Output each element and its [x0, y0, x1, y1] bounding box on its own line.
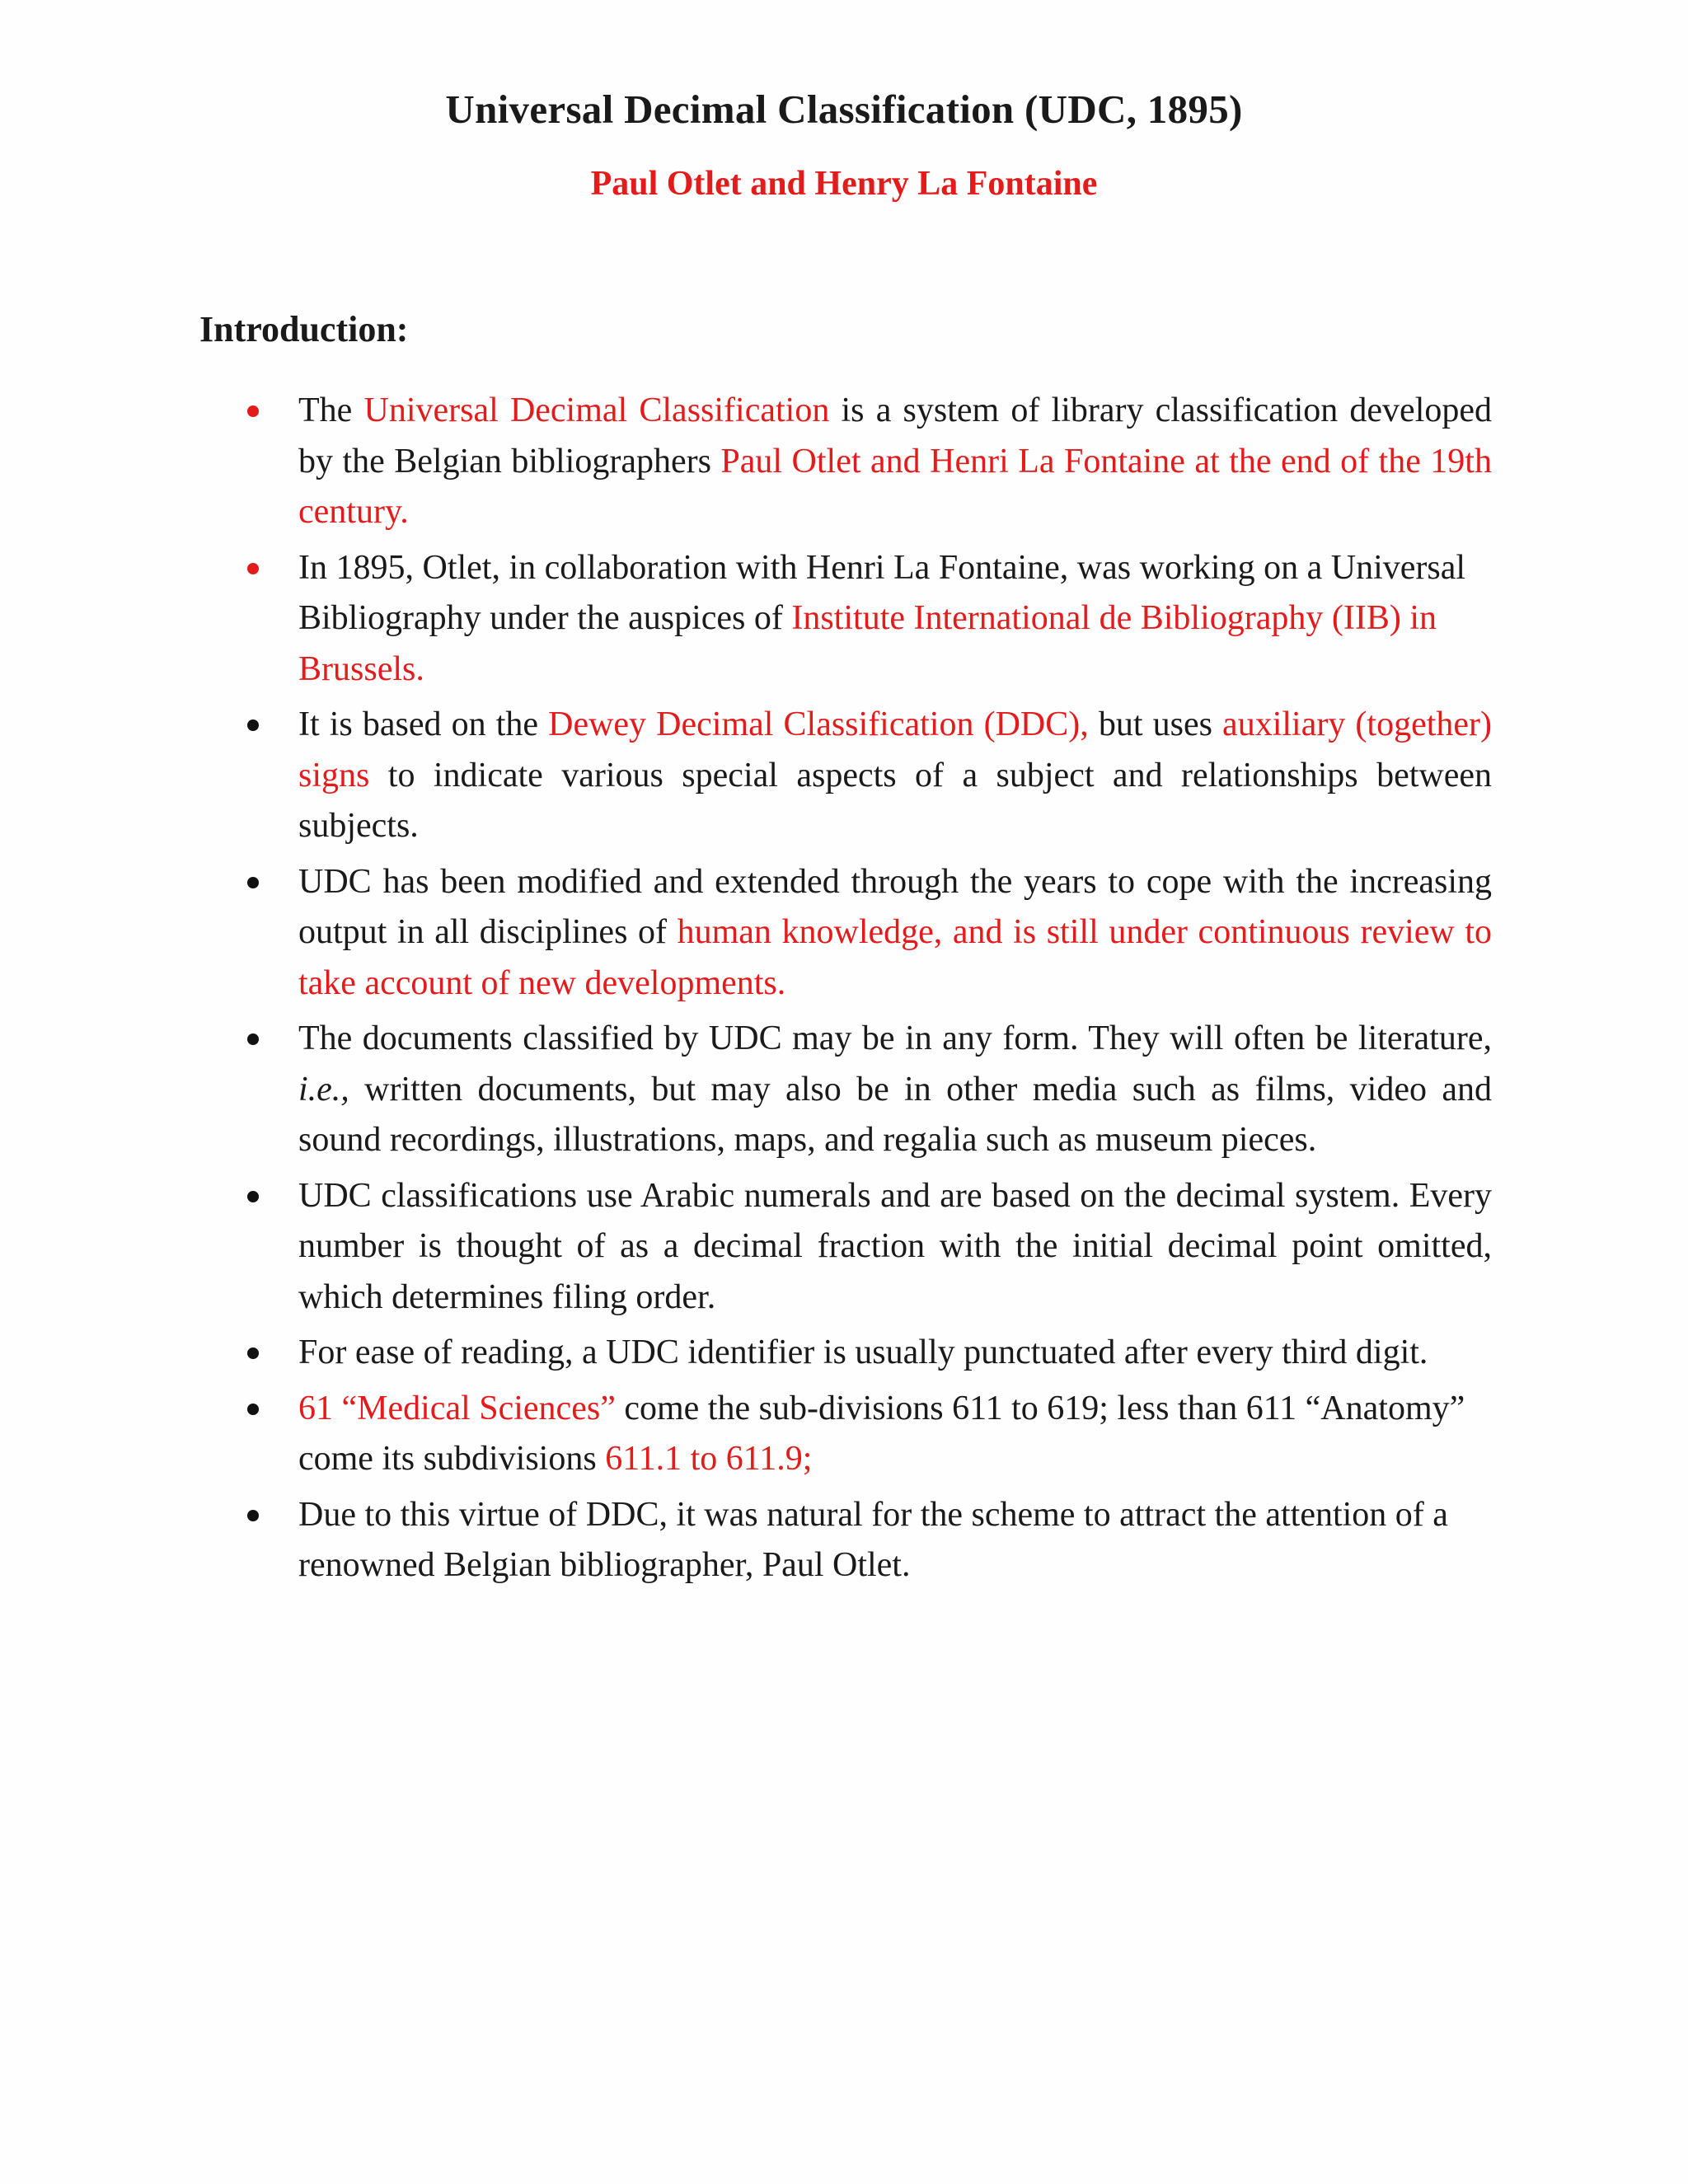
bullet-icon [247, 1033, 259, 1045]
text-run: It is based on the [298, 705, 549, 743]
list-item [247, 1171, 1492, 1324]
highlight-text: Universal Decimal Classification [363, 391, 830, 429]
text-run: The documents classified by UDC may be in any form. They will often be literature, [298, 1019, 1492, 1057]
highlight-text: auxiliary (together) signs [298, 705, 1493, 794]
highlight-text: 611.1 to 611.9; [605, 1440, 813, 1478]
highlight-text: human knowledge, and is still under continuous review to take account of new developments. [298, 913, 1492, 1002]
text-run: is a system of library classification developed by the Belgian bibliographers [298, 391, 1493, 480]
highlight-text: 61 “Medical Sciences” [298, 1389, 616, 1427]
list-item [247, 386, 1492, 538]
bullet-icon [247, 1510, 259, 1521]
document-subtitle: Paul Otlet and Henry La Fontaine [590, 165, 1098, 203]
bullet-icon [247, 719, 259, 731]
list-item [247, 857, 1492, 1010]
list-item [247, 1490, 1492, 1591]
highlight-text: Dewey Decimal Classification (DDC), [548, 705, 1089, 743]
list-item [247, 543, 1492, 696]
list-item [247, 1014, 1492, 1166]
list-item [247, 700, 1492, 852]
list-item [247, 1328, 1492, 1379]
section-heading: Introduction: [199, 309, 409, 349]
bullet-icon [247, 405, 259, 417]
text-run: In 1895, Otlet, in collaboration with Henri La Fontaine, was working on a Universal Bibliography under the auspices of [298, 548, 1466, 637]
bullet-icon [247, 1404, 259, 1415]
text-run: but uses [1088, 705, 1223, 743]
highlight-text: Institute International de Bibliography (IIB) in Brussels. [298, 599, 1437, 688]
text-run: written documents, but may also be in other media such as films, video and sound recordings, illustrations, maps, and regalia such as museum pieces. [298, 1070, 1492, 1159]
highlight-text: Paul Otlet and Henri La Fontaine at the end of the 19th century. [298, 442, 1492, 531]
text-run: For ease of reading, a UDC identifier is usually punctuated after every third digit. [298, 1333, 1428, 1371]
text-run: to indicate various special aspects of a subject and relationships between subjects. [298, 756, 1492, 845]
bullet-icon [247, 877, 259, 888]
text-run: UDC classifications use Arabic numerals and are based on the decimal system. Every number is thought of as a decimal fraction with the initial decimal point omitted, which determines filing order. [298, 1176, 1492, 1316]
italic-text: i.e., [298, 1070, 349, 1108]
bullet-icon [247, 1191, 259, 1202]
text-run: Due to this virtue of DDC, it was natural for the scheme to attract the attention of a renowned Belgian bibliographer, Paul Otlet. [298, 1495, 1448, 1584]
bullet-icon [247, 1347, 259, 1359]
bullet-list [247, 386, 1492, 1596]
text-run: come the sub-divisions 611 to 619; less than 611 “Anatomy” come its subdivisions [298, 1389, 1465, 1478]
bullet-icon [247, 563, 259, 574]
document-title: Universal Decimal Classification (UDC, 1895) [445, 87, 1243, 132]
text-run: UDC has been modified and extended through the years to cope with the increasing output in all disciplines of [298, 862, 1492, 951]
text-run: The [298, 391, 364, 429]
list-item [247, 1384, 1492, 1485]
